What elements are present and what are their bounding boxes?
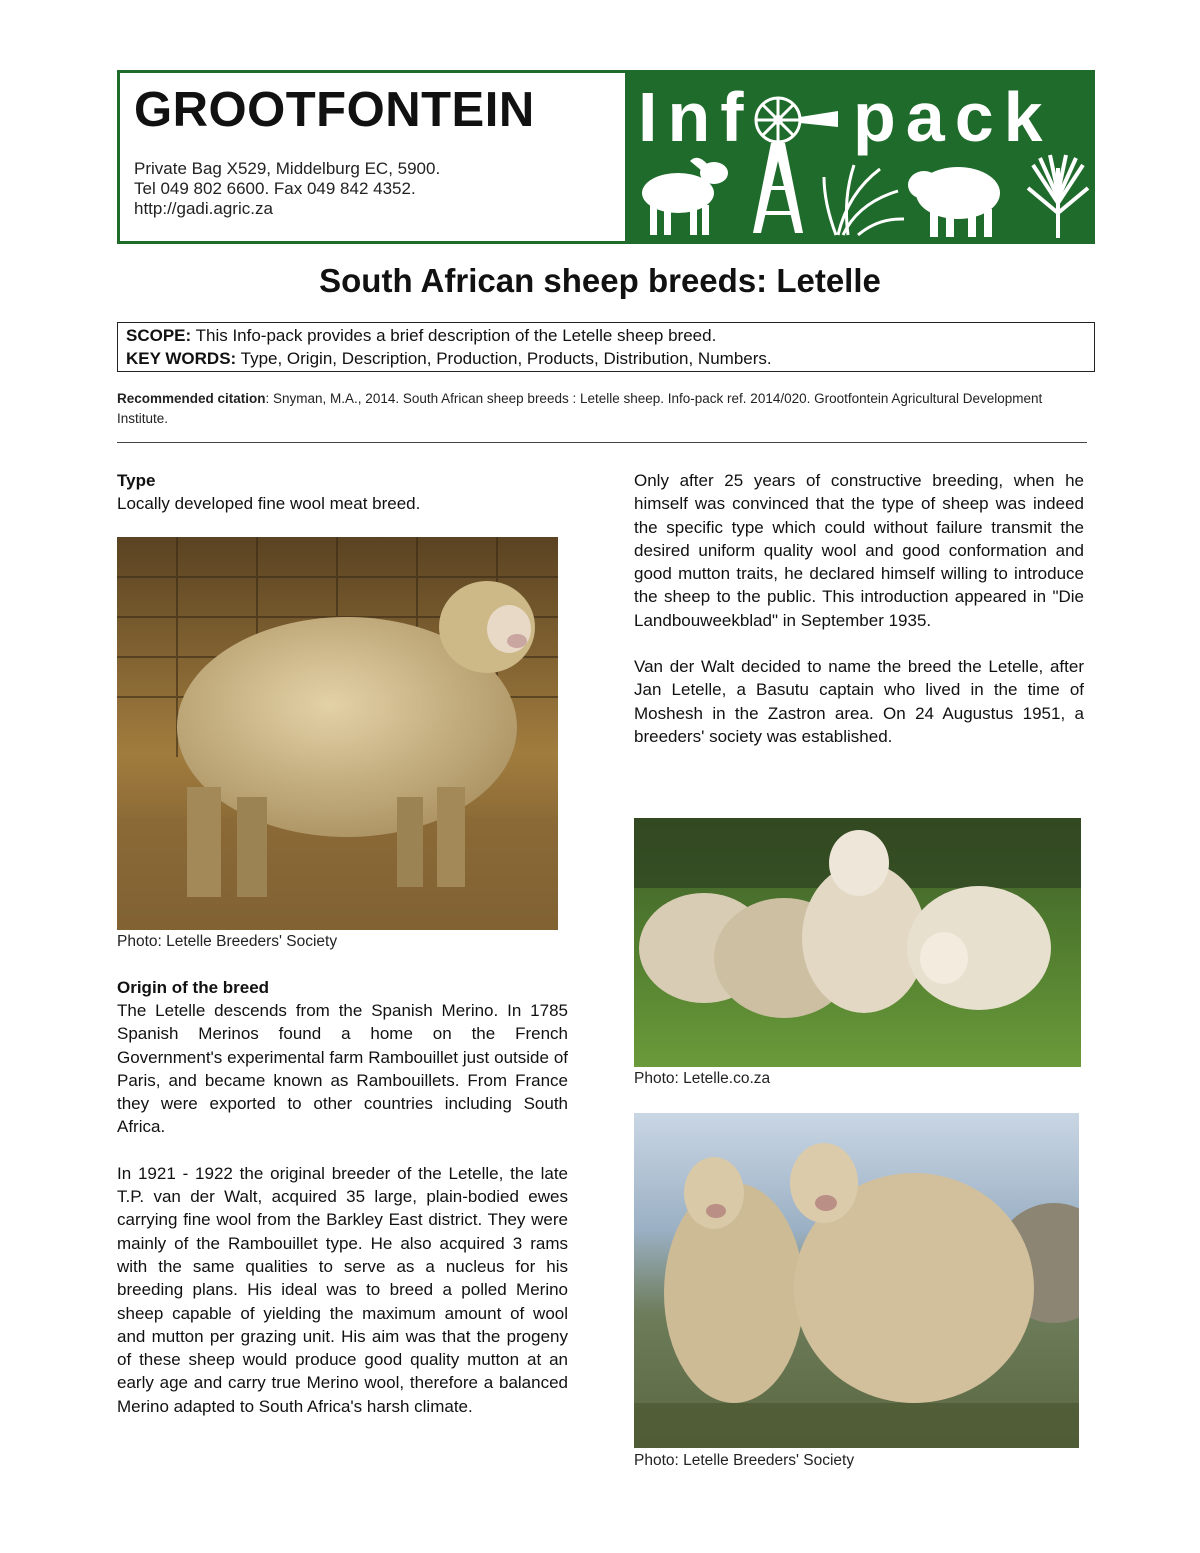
letelle-rams-photo [634,1113,1079,1448]
sheep-icon [908,167,1000,237]
keywords-text: Type, Origin, Description, Production, Products, Distribution, Numbers. [236,349,772,368]
website-link[interactable]: http://gadi.agric.za [134,199,273,218]
banner-art [628,73,1095,241]
contact-line: Tel 049 802 6600. Fax 049 842 4352. [134,179,416,198]
history-section [634,469,1084,748]
type-heading: Type [117,471,156,490]
brand-text-pack: pack [853,78,1053,156]
origin-paragraph-2: In 1921 - 1922 the original breeder of the Letelle, the late T.P. van der Walt, acquired 35 large, plain-bodied ewes carrying fine wool from the Barkley East district. They were mainly of the Rambouillet type. He also acquired 3 rams with the same qualities to serve as a nucleus for his breeding plans. His ideal was to breed a polled Merino sheep capable of yielding the maximum amount of wool and mutton per grazing unit. His aim was that the progeny of these sheep would produce good quality mutton at an early age and carry true Merino wool, therefore a balanced Merino adapted to South Africa's harsh climate. [117,1163,568,1416]
scope-line [126,324,1086,347]
windmill-icon [753,98,838,233]
type-section [117,469,568,515]
page-title: South African sheep breeds: Letelle [319,262,881,299]
section-divider [117,442,1087,443]
photo2-caption: Photo: Letelle.co.za [634,1070,771,1087]
history-paragraph-1: Only after 25 years of constructive breeding, when he himself was convinced that the type of sheep was indeed the specific type which could without failure transmit the desired uniform quality wool and good conformation and good mutton traits, he declared himself willing to introduce the sheep to the public. This introduction appeared in "Die Landbouweekblad" in September 1935. [634,471,1084,630]
address-line: Private Bag X529, Middelburg EC, 5900. [134,159,441,178]
origin-paragraph-1: The Letelle descends from the Spanish Merino. In 1785 Spanish Merinos found a home on the French Government's experimental farm Rambouillet just outside of Paris, and became known as Rambouillets. From France they were exported to other countries including South Africa. [117,1001,568,1137]
photo3-caption: Photo: Letelle Breeders' Society [634,1452,855,1469]
info-pack-banner [628,73,1092,241]
scope-box [117,322,1095,372]
scope-text: This Info-pack provides a brief description of the Letelle sheep breed. [191,326,717,345]
origin-section [117,976,568,1418]
goat-icon [642,158,728,235]
history-paragraph-2: Van der Walt decided to name the breed the Letelle, after Jan Letelle, a Basutu captain who lived in the time of Moshesh in the Zastron area. On 24 Augustus 1951, a breeders' society was established. [634,657,1084,746]
citation-label: Recommended citation [117,391,266,406]
citation-text: : Snyman, M.A., 2014. South African sheep breeds : Letelle sheep. Info-pack ref. 2014/020. Grootfontein Agricultural Development Institute. [117,391,1043,426]
type-text: Locally developed fine wool meat breed. [117,494,421,513]
letelle-flock-photo [634,818,1081,1067]
photo1-caption: Photo: Letelle Breeders' Society [117,933,338,950]
letelle-ram-photo [117,537,558,930]
info-pack-header [117,70,1095,244]
grass-icon [824,165,904,235]
brand-text-info: Inf [638,78,754,156]
institute-address [134,159,625,219]
institute-block [120,73,628,241]
aloe-plant-icon [1028,155,1088,238]
keywords-line [126,347,1086,370]
origin-heading: Origin of the breed [117,978,270,997]
recommended-citation [117,389,1077,429]
keywords-label: KEY WORDS: [126,349,237,368]
scope-label: SCOPE: [126,326,192,345]
institute-name: GROOTFONTEIN [134,83,535,137]
